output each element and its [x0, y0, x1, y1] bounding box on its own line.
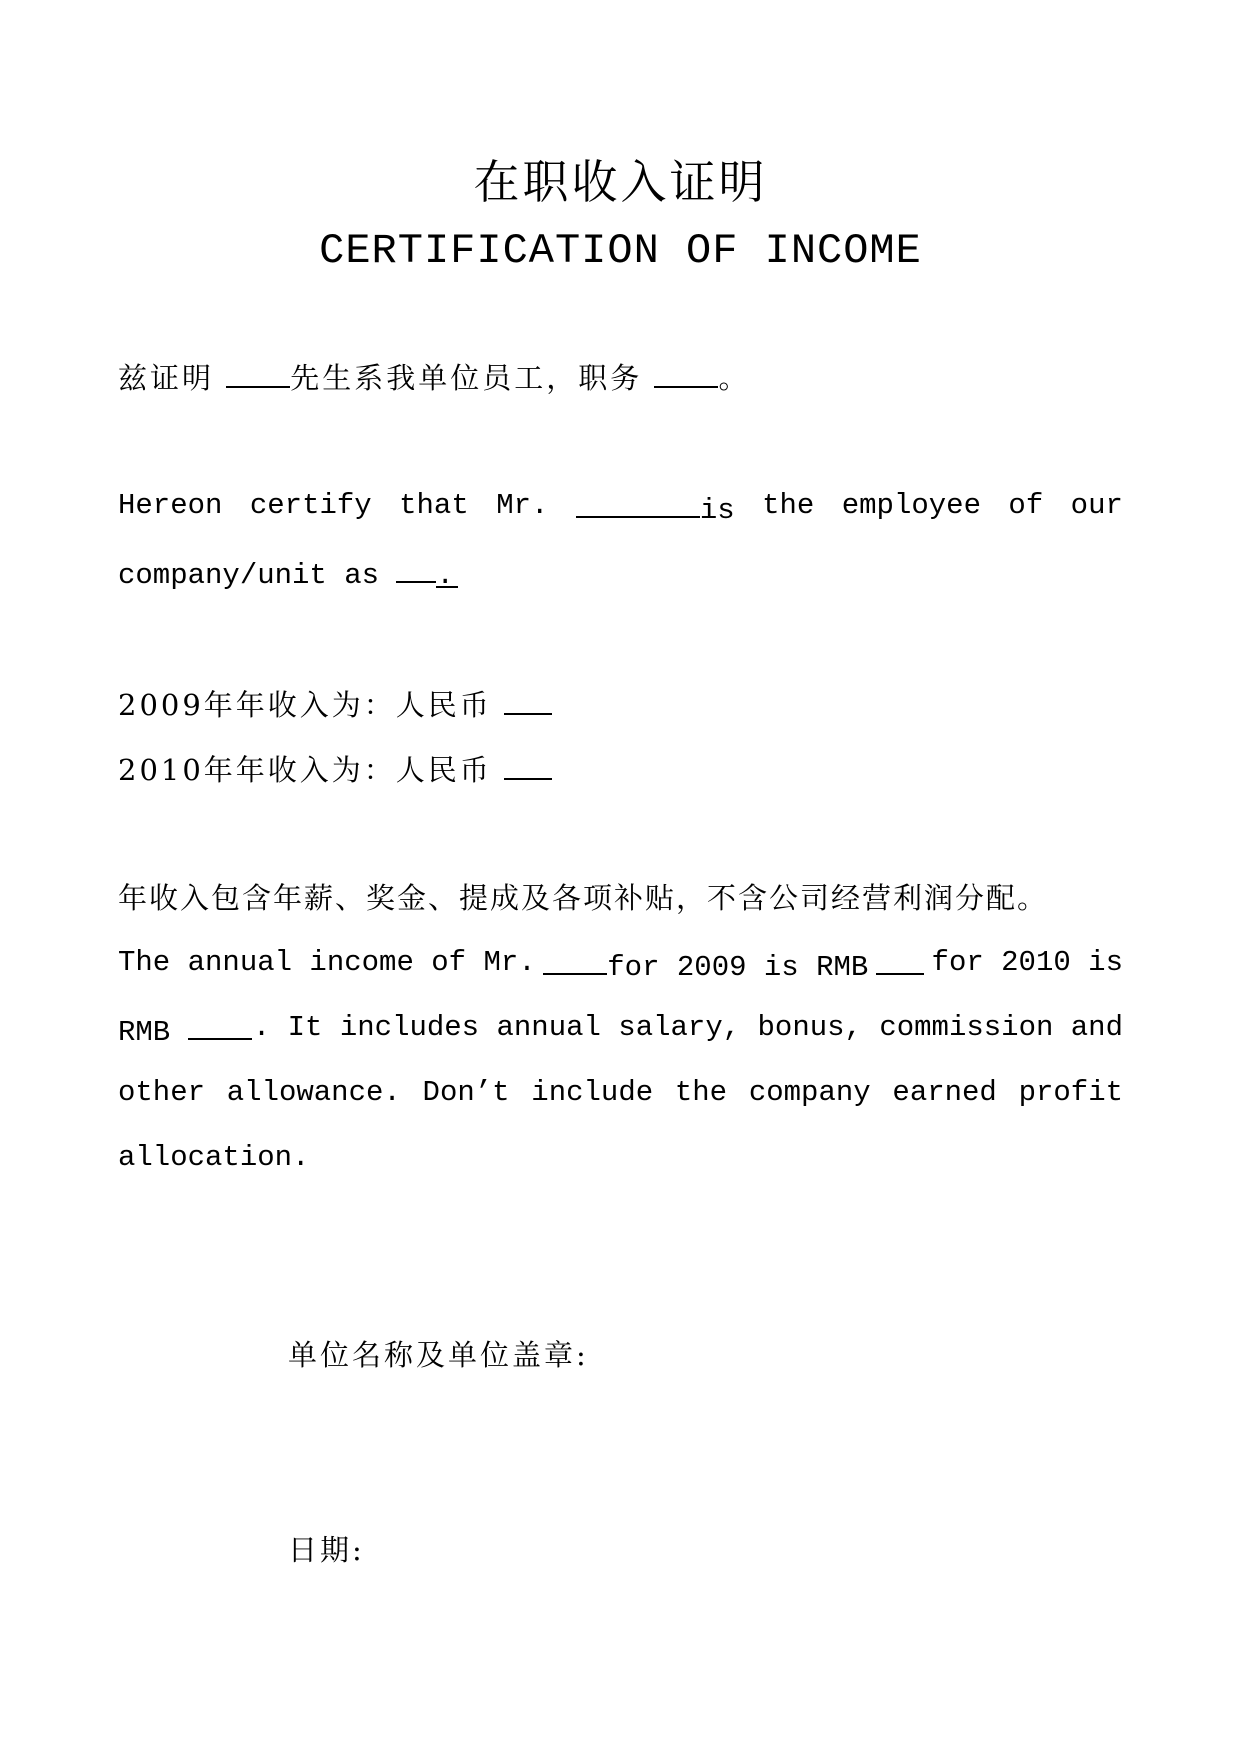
note-line1-a: The annual income of Mr. [118, 946, 536, 979]
note-line2-a: RMB [118, 1016, 171, 1049]
intro-word: our [1070, 489, 1123, 522]
note-english-line4: allocation. [118, 1141, 310, 1174]
note-line2-b: . It includes annual salary, bonus, commission and [252, 1011, 1123, 1044]
note-chinese: 年收入包含年薪、奖金、提成及各项补贴，不含公司经营利润分配。 [118, 881, 1049, 915]
company-seal-label: 单位名称及单位盖章: [288, 1338, 589, 1372]
note-line2-group [118, 1008, 252, 1053]
title-chinese: 在职收入证明 [473, 155, 768, 209]
position-blank [654, 356, 718, 388]
note-english-line2 [118, 1008, 1123, 1053]
intro-word: is [699, 494, 735, 527]
position-blank [396, 551, 436, 583]
intro-name-group [576, 486, 735, 531]
intro-line2-suffix: . [436, 556, 458, 588]
intro-english-line2 [118, 551, 1123, 596]
income-2010 [118, 748, 1123, 790]
intro-english-line1 [118, 486, 1123, 531]
note-line1-b: for 2009 is RMB [607, 951, 869, 984]
income-2010-blank [188, 1008, 252, 1040]
name-blank [226, 356, 290, 388]
intro-word: of [1008, 489, 1044, 522]
intro-word: Hereon [118, 489, 223, 522]
intro-word: certify [249, 489, 372, 522]
name-blank [576, 486, 700, 518]
income-2009-label: 2009年年收入为：人民币 [118, 688, 492, 722]
intro-word: Mr. [496, 489, 549, 522]
intro-word: the [762, 489, 815, 522]
income-2010-blank [504, 748, 552, 780]
intro-prefix: 兹证明 [118, 361, 215, 395]
income-2009-blank [504, 683, 552, 715]
income-2010-label: 2010年年收入为：人民币 [118, 753, 492, 787]
intro-suffix: 。 [718, 361, 751, 395]
date-label: 日期: [288, 1533, 365, 1567]
note-english-line1 [118, 943, 1123, 988]
note-line1-c: for 2010 is [931, 946, 1123, 979]
intro-chinese [118, 356, 1123, 398]
note-line1-group [543, 943, 868, 988]
intro-word: that [399, 489, 469, 522]
intro-line2-prefix: company/unit as [118, 559, 380, 592]
note-english-line3: other allowance. Don’t include the company earned profit [118, 1076, 1123, 1109]
title-english: CERTIFICATION OF INCOME [319, 227, 922, 275]
income-2009-blank [876, 943, 924, 975]
income-2009 [118, 683, 1123, 725]
name-blank [543, 943, 607, 975]
intro-middle: 先生系我单位员工，职务 [290, 361, 643, 395]
intro-word: employee [841, 489, 981, 522]
